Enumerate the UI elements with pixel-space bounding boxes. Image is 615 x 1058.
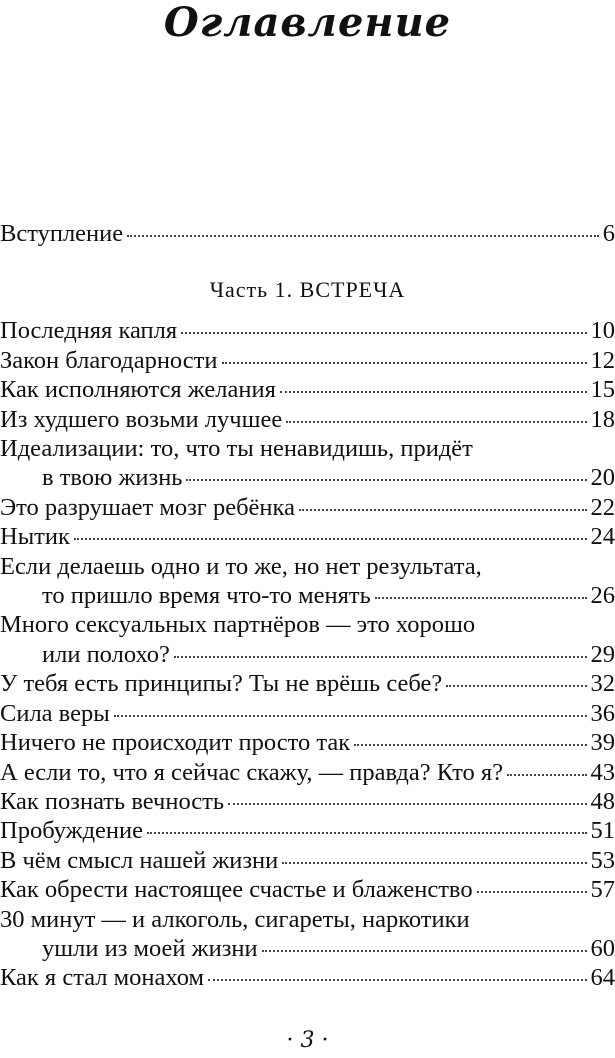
part-heading: Часть 1. ВСТРЕЧА <box>209 277 406 303</box>
toc-entry <box>0 375 615 404</box>
toc-entry-title: Как обрести настоящее счастье и блаженство <box>0 876 473 904</box>
toc-entry-first-line: Много сексуальных партнёров — это хорошо <box>0 611 476 639</box>
dot-leader <box>222 362 587 364</box>
toc-entry <box>0 787 615 816</box>
dot-leader <box>114 715 587 717</box>
toc-entry-page: 6 <box>602 220 615 247</box>
table-of-contents <box>0 219 615 993</box>
toc-entry-page: 32 <box>590 670 615 698</box>
toc-entry <box>0 346 615 375</box>
toc-entry-title: Нытик <box>0 523 70 551</box>
toc-entry-first-line: Если делаешь одно и то же, но нет результата, <box>0 552 482 580</box>
toc-entry-title: ушли из моей жизни <box>42 934 258 962</box>
dot-leader <box>375 597 587 599</box>
toc-entry-page: 60 <box>590 934 615 962</box>
toc-entry-page: 39 <box>590 729 615 757</box>
dot-leader <box>280 391 587 393</box>
toc-entry <box>0 699 615 728</box>
toc-entry-page: 12 <box>590 346 615 374</box>
toc-entry-page: 36 <box>590 699 615 727</box>
dot-leader <box>147 832 586 834</box>
page-title: Оглавление <box>163 0 452 46</box>
toc-entry-title: или полохо? <box>42 640 170 668</box>
toc-entry-title: В чём смысл нашей жизни <box>0 846 279 874</box>
dot-leader <box>174 656 587 658</box>
toc-entry <box>0 640 615 669</box>
dot-leader <box>477 891 587 893</box>
toc-entry <box>0 463 615 492</box>
toc-entry-title: Сила веры <box>0 699 110 727</box>
toc-entry-page: 15 <box>590 376 615 404</box>
dot-leader <box>186 479 586 481</box>
toc-entry-page: 18 <box>590 405 615 433</box>
toc-entry-page: 22 <box>590 493 615 521</box>
dot-leader <box>446 685 586 687</box>
toc-entry-page: 20 <box>590 464 615 492</box>
toc-entry-title: У тебя есть принципы? Ты не врёшь себе? <box>0 670 443 698</box>
toc-entry-title: Как я стал монахом <box>0 964 204 992</box>
toc-entries <box>0 316 615 992</box>
toc-entry-title: Последняя капля <box>0 317 178 345</box>
toc-entry-title: Из худшего возьми лучшее <box>0 405 283 433</box>
toc-entry-title: Ничего не происходит просто так <box>0 729 351 757</box>
dot-leader <box>208 979 587 981</box>
toc-entry-title: Это разрушает мозг ребёнка <box>0 493 295 521</box>
toc-entry-title: в твою жизнь <box>42 464 183 492</box>
dot-leader <box>127 235 599 237</box>
toc-entry-page: 26 <box>590 582 615 610</box>
toc-entry-title: Пробуждение <box>0 817 144 845</box>
toc-entry <box>0 493 615 522</box>
toc-entry-first-line: 30 минут — и алкоголь, сигареты, наркотики <box>0 905 470 933</box>
toc-entry-title: Закон благодарности <box>0 346 218 374</box>
dot-leader <box>262 950 587 952</box>
toc-entry <box>0 728 615 757</box>
toc-entry <box>0 522 615 551</box>
dot-leader <box>286 421 586 423</box>
toc-entry-page: 43 <box>590 758 615 786</box>
toc-entry <box>0 669 615 698</box>
toc-entry-page: 48 <box>590 787 615 815</box>
toc-entry <box>0 581 615 610</box>
toc-entry <box>0 758 615 787</box>
toc-entry-page: 51 <box>590 817 615 845</box>
dot-leader <box>228 803 586 805</box>
dot-leader <box>507 774 586 776</box>
toc-entry <box>0 405 615 434</box>
toc-entry <box>0 316 615 345</box>
toc-entry-page: 10 <box>590 317 615 345</box>
toc-entry <box>0 963 615 992</box>
toc-entry-intro <box>0 219 615 248</box>
toc-entry-page: 53 <box>590 846 615 874</box>
toc-entry-first-line: Идеализации: то, что ты ненавидишь, придёт <box>0 435 473 463</box>
toc-entry-page: 64 <box>590 964 615 992</box>
toc-entry-page: 29 <box>590 640 615 668</box>
dot-leader <box>299 509 587 511</box>
toc-entry-title: то пришло время что-то менять <box>42 582 371 610</box>
dot-leader <box>181 332 586 334</box>
toc-entry-title: Вступление <box>0 220 124 247</box>
toc-entry <box>0 934 615 963</box>
toc-entry-title: Как исполняются желания <box>0 376 276 404</box>
toc-entry-page: 24 <box>590 523 615 551</box>
dot-leader <box>282 862 586 864</box>
toc-entry-title: Как познать вечность <box>0 787 225 815</box>
dot-leader <box>354 744 586 746</box>
dot-leader <box>74 538 587 540</box>
toc-entry-title: А если то, что я сейчас скажу, — правда? Кто я? <box>0 758 504 786</box>
toc-entry-page: 57 <box>590 876 615 904</box>
page-number: · 3 · <box>286 1028 329 1053</box>
toc-entry <box>0 816 615 845</box>
toc-entry <box>0 875 615 904</box>
toc-entry <box>0 846 615 875</box>
